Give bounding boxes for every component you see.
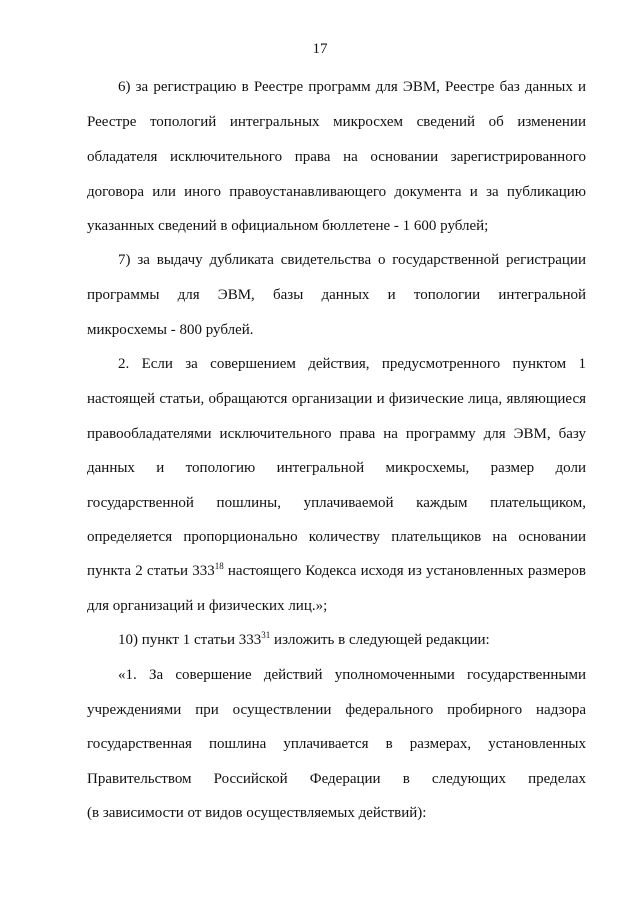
text-line xyxy=(118,630,586,650)
text-line: Правительством Российской Федерации в следующих пределах xyxy=(87,771,586,787)
text-fragment: настоящего Кодекса исходя из установленных размеров xyxy=(223,563,586,579)
text-line: 7) за выдачу дубликата свидетельства о государственной регистрации xyxy=(118,252,586,268)
text-line: программы для ЭВМ, базы данных и топологии интегральной xyxy=(87,287,586,303)
text-line: настоящей статьи, обращаются организации и физические лица, являющиеся xyxy=(87,391,586,407)
text-line: правообладателями исключительного права на программу для ЭВМ, базу xyxy=(87,426,586,442)
text-line: государственной пошлины, уплачиваемой каждым плательщиком, xyxy=(87,495,586,511)
text-line xyxy=(87,561,586,581)
superscript: 31 xyxy=(261,630,271,640)
text-line: Реестре топологий интегральных микросхем сведений об изменении xyxy=(87,114,586,130)
text-fragment: 10) пункт 1 статьи 333 xyxy=(118,632,262,648)
text-line: данных и топологию интегральной микросхемы, размер доли xyxy=(87,460,586,476)
text-line: (в зависимости от видов осуществляемых действий): xyxy=(87,805,427,821)
superscript: 18 xyxy=(214,561,224,571)
text-fragment: изложить в следующей редакции: xyxy=(270,632,490,648)
text-line: 6) за регистрацию в Реестре программ для ЭВМ, Реестре баз данных и xyxy=(118,79,586,95)
text-line: «1. За совершение действий уполномоченными государственными xyxy=(118,667,586,683)
text-line: указанных сведений в официальном бюллетене - 1 600 рублей; xyxy=(87,218,489,234)
text-line: микросхемы - 800 рублей. xyxy=(87,322,254,338)
text-line: определяется пропорционально количеству плательщиков на основании xyxy=(87,529,586,545)
text-line: договора или иного правоустанавливающего документа и за публикацию xyxy=(87,184,586,200)
text-line: учреждениями при осуществлении федерального пробирного надзора xyxy=(87,702,586,718)
text-line: 2. Если за совершением действия, предусмотренного пунктом 1 xyxy=(118,356,586,372)
page-number: 17 xyxy=(312,41,328,57)
text-line: обладателя исключительного права на основании зарегистрированного xyxy=(87,149,586,165)
text-line: для организаций и физических лиц.»; xyxy=(87,598,328,614)
text-line: государственная пошлина уплачивается в размерах, установленных xyxy=(87,736,586,752)
text-fragment: пункта 2 статьи 333 xyxy=(87,563,215,579)
